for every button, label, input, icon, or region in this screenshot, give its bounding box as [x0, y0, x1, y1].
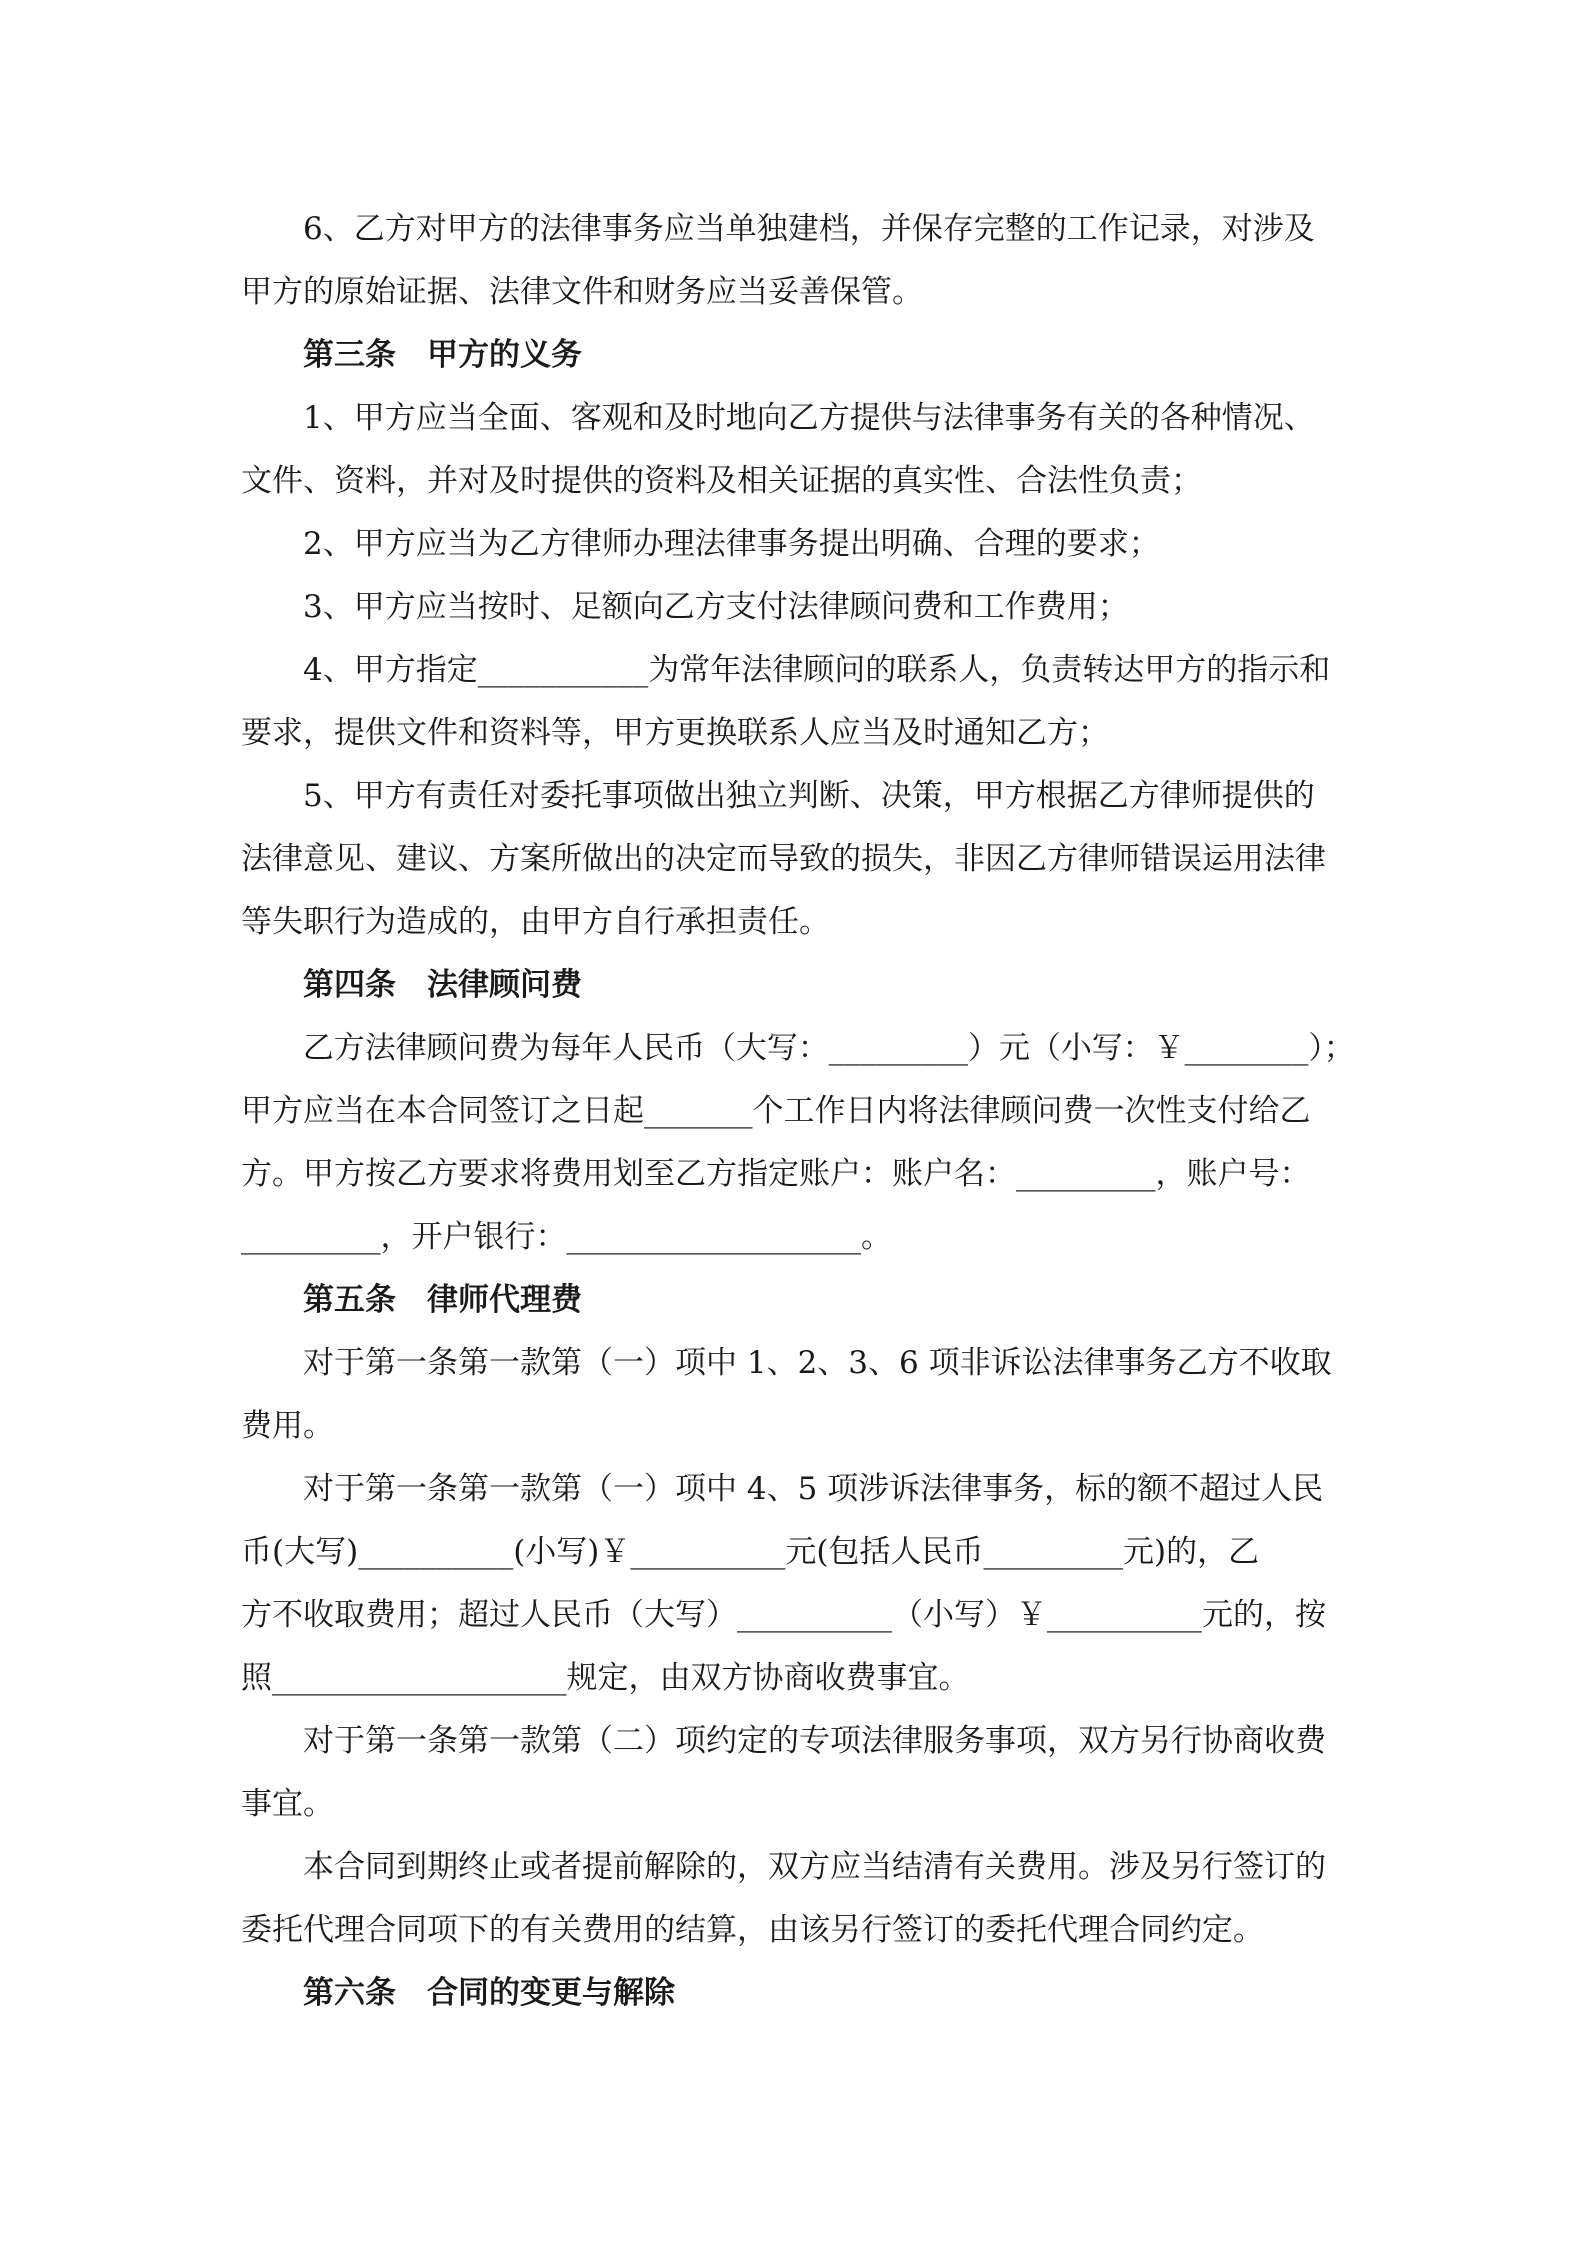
clause-paragraph: [241, 513, 1355, 576]
paragraph-line: 事宜。: [241, 1786, 334, 1822]
paragraph-line: 3、甲方应当按时、足额向乙方支付法律顾问费和工作费用；: [303, 589, 1129, 625]
paragraph-line: 方。甲方按乙方要求将费用划至乙方指定账户：账户名：_________，账户号：: [241, 1156, 1311, 1192]
clause-paragraph: [241, 387, 1355, 513]
paragraph-line: 方不收取费用；超过人民币（大写）__________（小写）￥__________元的，按: [241, 1597, 1326, 1633]
paragraph-line: 4、甲方指定___________为常年法律顾问的联系人，负责转达甲方的指示和: [303, 652, 1331, 688]
paragraph-line: _________，开户银行：___________________。: [241, 1219, 892, 1255]
section-heading: 第六条 合同的变更与解除: [303, 1975, 675, 2011]
section-heading: 第五条 律师代理费: [303, 1282, 582, 1318]
paragraph-line: 费用。: [241, 1408, 334, 1444]
clause-paragraph: [241, 576, 1355, 639]
clause-paragraph: [241, 1017, 1355, 1269]
clause-paragraph: [241, 1332, 1355, 1458]
paragraph-line: 本合同到期终止或者提前解除的，双方应当结清有关费用。涉及另行签订的: [303, 1849, 1326, 1885]
paragraph-line: 乙方法律顾问费为每年人民币（大写：_________）元（小写：￥________）；: [302, 1030, 1355, 1066]
paragraph-line: 对于第一条第一款第（一）项中 4、5 项涉诉法律事务，标的额不超过人民: [303, 1471, 1324, 1507]
paragraph-line: 6、乙方对甲方的法律事务应当单独建档，并保存完整的工作记录，对涉及: [303, 211, 1315, 247]
paragraph-line: 等失职行为造成的，由甲方自行承担责任。: [241, 904, 830, 940]
paragraph-line: 对于第一条第一款第（一）项中 1、2、3、6 项非诉讼法律事务乙方不收取: [303, 1345, 1332, 1381]
clause-paragraph: [241, 1458, 1355, 1710]
clause-paragraph: [241, 765, 1355, 954]
paragraph-line: 5、甲方有责任对委托事项做出独立判断、决策，甲方根据乙方律师提供的: [303, 778, 1315, 814]
contract-page: [241, 198, 1355, 2025]
clause-paragraph: [241, 1710, 1355, 1836]
paragraph-line: 甲方的原始证据、法律文件和财务应当妥善保管。: [241, 274, 923, 310]
paragraph-line: 照___________________规定，由双方协商收费事宜。: [241, 1660, 970, 1696]
paragraph-line: 1、甲方应当全面、客观和及时地向乙方提供与法律事务有关的各种情况、: [303, 400, 1315, 436]
paragraph-line: 甲方应当在本合同签订之日起_______个工作日内将法律顾问费一次性支付给乙: [241, 1093, 1311, 1129]
section-heading: 第三条 甲方的义务: [303, 337, 582, 373]
paragraph-line: 法律意见、建议、方案所做出的决定而导致的损失，非因乙方律师错误运用法律: [241, 841, 1326, 877]
clause-paragraph: [241, 1836, 1355, 1962]
paragraph-line: 2、甲方应当为乙方律师办理法律事务提出明确、合理的要求；: [303, 526, 1160, 562]
clause-paragraph: [241, 198, 1355, 324]
paragraph-line: 要求，提供文件和资料等，甲方更换联系人应当及时通知乙方；: [241, 715, 1109, 751]
paragraph-line: 币(大写)__________(小写)￥__________元(包括人民币_________元)的，乙: [241, 1534, 1260, 1570]
paragraph-line: 文件、资料，并对及时提供的资料及相关证据的真实性、合法性负责；: [241, 463, 1202, 499]
paragraph-line: 对于第一条第一款第（二）项约定的专项法律服务事项，双方另行协商收费: [303, 1723, 1326, 1759]
clause-paragraph: [241, 639, 1355, 765]
paragraph-line: 委托代理合同项下的有关费用的结算，由该另行签订的委托代理合同约定。: [241, 1912, 1264, 1948]
section-heading: 第四条 法律顾问费: [303, 967, 582, 1003]
